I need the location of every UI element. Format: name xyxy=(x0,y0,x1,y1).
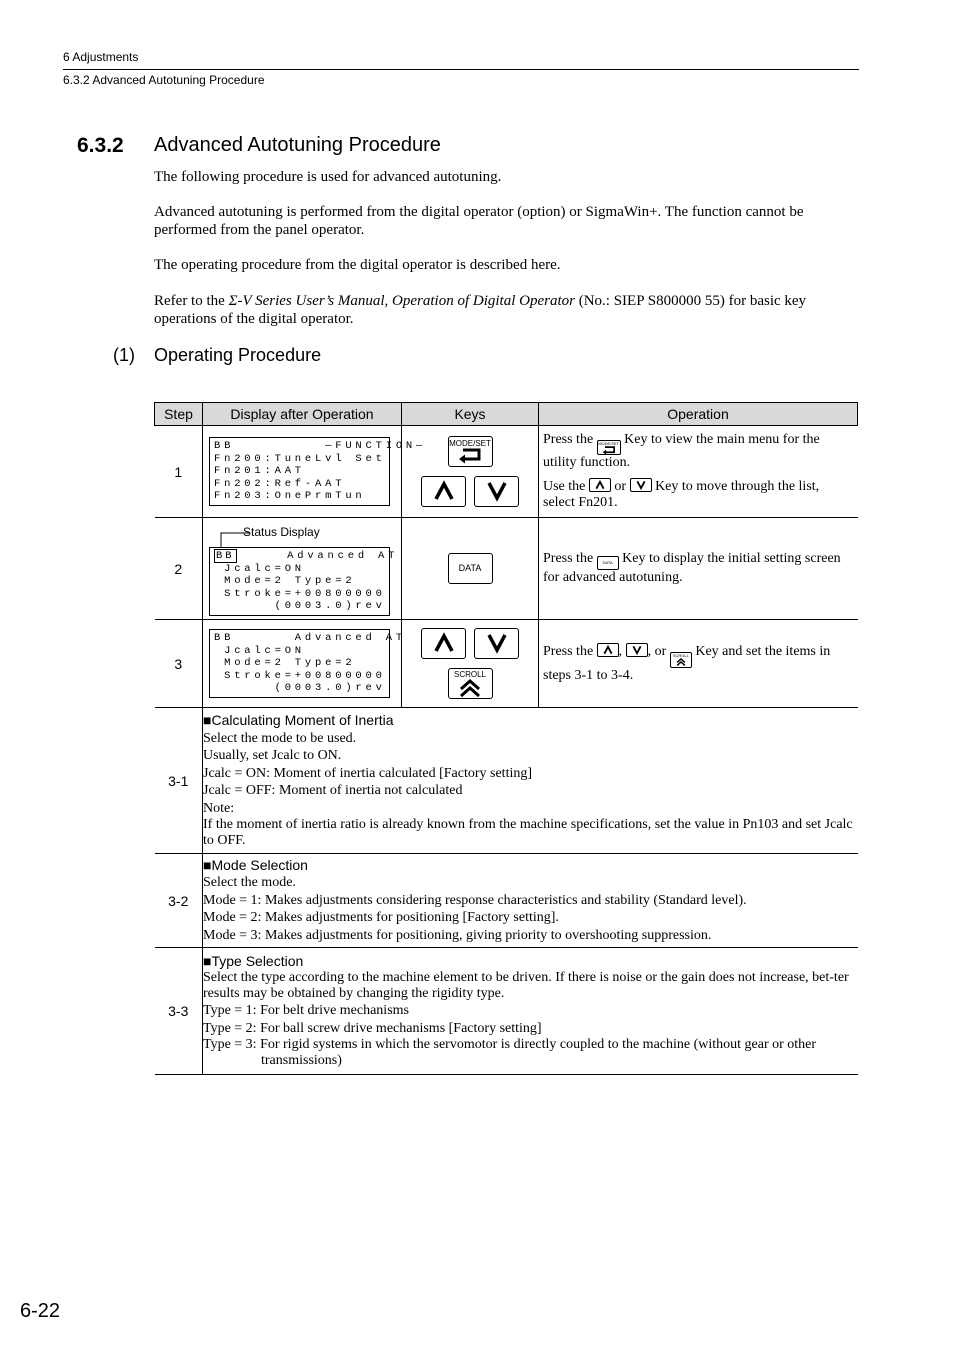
up-key-icon xyxy=(589,478,611,492)
up-key-icon xyxy=(597,643,619,657)
lcd-line: Mode=2 Type=2 xyxy=(214,575,356,588)
scroll-icon-label: SCROLL xyxy=(672,653,689,658)
note-title: ■Mode Selection xyxy=(203,856,308,873)
header-operation: Operation xyxy=(539,403,858,426)
down-arrow-icon xyxy=(486,477,508,504)
note-cell xyxy=(203,708,858,854)
lcd-line: BB —FUNCTION— xyxy=(214,440,427,453)
header-keys: Keys xyxy=(402,403,539,426)
note-line: Usually, set Jcalc to ON. xyxy=(203,748,342,763)
lcd-display xyxy=(209,629,406,698)
reference-pre: Refer to the xyxy=(154,293,229,309)
reference-post: (No.: SIEP S800000 55) for basic key operations of the digital operator. xyxy=(154,293,807,327)
mode-set-key[interactable] xyxy=(448,436,493,467)
up-key[interactable] xyxy=(421,476,466,507)
step-number: 3-2 xyxy=(155,854,203,948)
manual-title: Σ-V Series User’s Manual, Operation of Digital Operator xyxy=(228,293,575,309)
paragraph-intro: The following procedure is used for advanced autotuning. xyxy=(154,169,502,185)
up-arrow-icon xyxy=(433,629,455,656)
data-key[interactable]: DATA xyxy=(448,553,493,584)
paragraph-digital-operator: The operating procedure from the digital operator is described here. xyxy=(154,257,561,273)
section-title: Advanced Autotuning Procedure xyxy=(154,134,441,156)
step-number: 3 xyxy=(155,620,203,708)
note-line: Note: xyxy=(203,800,235,816)
procedure-table xyxy=(154,402,858,1075)
note-line: If the moment of inertia ratio is already known from the machine specifications, set the value in Pn103 and set Jcalc to OFF. xyxy=(203,817,853,848)
step-number: 3-3 xyxy=(155,948,203,1075)
note-cell xyxy=(203,854,858,948)
down-key[interactable] xyxy=(474,476,519,507)
running-header-chapter: 6 Adjustments xyxy=(63,50,139,64)
note-line: Select the type according to the machine element to be driven. If there is noise or the gain does not increase, bet-ter results may be obtained by changing the rigidity type. xyxy=(203,970,849,1002)
lcd-line: Stroke=+00800000 xyxy=(214,587,386,600)
paragraph-reference xyxy=(154,293,859,328)
enter-arrow-icon xyxy=(457,448,483,462)
down-key-icon xyxy=(630,478,652,492)
mode-set-key-label: MODE/SET xyxy=(449,439,491,448)
note-line: Type = 3: For rigid systems in which the servomotor is directly coupled to the machine (without gear or other transmissions) xyxy=(203,1037,817,1069)
operation-fragment: , xyxy=(618,644,626,659)
note-title: ■Type Selection xyxy=(203,952,304,969)
subsection-number: (1) xyxy=(113,345,135,365)
note-cell xyxy=(203,948,858,1075)
display-cell xyxy=(203,620,406,708)
lcd-line-rest: Advanced AT xyxy=(236,550,399,563)
note-line: Type = 1: For belt drive mechanisms xyxy=(203,1003,409,1019)
operation-fragment: Press the xyxy=(543,644,597,659)
up-arrow-icon xyxy=(595,480,605,490)
note-line: Select the mode to be used. xyxy=(203,730,357,746)
scroll-key-icon xyxy=(670,652,692,668)
keys-cell xyxy=(402,620,539,708)
operation-text xyxy=(543,478,852,511)
table-header-row xyxy=(155,403,858,426)
down-arrow-icon xyxy=(632,645,642,655)
lcd-line: (0003.0)rev xyxy=(214,600,386,613)
operation-cell xyxy=(539,426,858,518)
header-rule xyxy=(63,69,859,70)
lcd-line: Jcalc=ON xyxy=(214,644,305,657)
note-line: Mode = 2: Makes adjustments for positioning [Factory setting]. xyxy=(203,910,559,926)
operation-text xyxy=(543,551,852,586)
note-line: Mode = 1: Makes adjustments considering response characteristics and stability (Standard level). xyxy=(203,892,747,908)
keys-cell xyxy=(402,518,539,620)
scroll-key-label: SCROLL xyxy=(453,670,486,679)
status-display-label: Status Display xyxy=(243,525,320,540)
step-number: 3-1 xyxy=(155,708,203,854)
operation-fragment: Key to display the initial setting screen for advanced autotuning. xyxy=(543,551,841,585)
operation-fragment: , or xyxy=(647,644,670,659)
table-row xyxy=(155,518,858,620)
section-number: 6.3.2 xyxy=(77,134,124,157)
double-up-arrow-icon xyxy=(675,658,687,666)
mode-set-icon-label: MODE/SET xyxy=(598,441,620,446)
table-row xyxy=(155,854,858,948)
operation-fragment: Key to view the main menu for the utility function. xyxy=(543,432,820,470)
lcd-display xyxy=(209,437,427,506)
lcd-line: (0003.0)rev xyxy=(214,682,386,695)
data-key-icon: DATA xyxy=(597,556,619,570)
up-arrow-icon xyxy=(603,645,613,655)
status-display-callout xyxy=(209,525,391,547)
table-row xyxy=(155,948,858,1075)
operation-fragment: Use the xyxy=(543,479,589,494)
lcd-line: Fn200:TuneLvl Set xyxy=(214,452,386,465)
note-line: Type = 2: For ball screw drive mechanisms [Factory setting] xyxy=(203,1020,542,1036)
paragraph-operators: Advanced autotuning is performed from the digital operator (option) or SigmaWin+. The function cannot be performed from the panel operator. xyxy=(154,204,804,238)
down-arrow-icon xyxy=(486,629,508,656)
operation-fragment: Key to move through the list, select Fn201. xyxy=(543,479,820,510)
display-cell xyxy=(203,518,402,620)
note-line: Mode = 3: Makes adjustments for positioning, giving priority to overshooting suppression. xyxy=(203,927,712,943)
down-arrow-icon xyxy=(636,480,646,490)
down-key-icon xyxy=(626,643,648,657)
lcd-line: BB Advanced AT xyxy=(214,632,406,645)
operation-cell xyxy=(539,518,858,620)
down-key[interactable] xyxy=(474,628,519,659)
note-line: Select the mode. xyxy=(203,875,296,891)
double-up-arrow-icon xyxy=(456,679,484,697)
up-key[interactable] xyxy=(421,628,466,659)
running-header-section: 6.3.2 Advanced Autotuning Procedure xyxy=(63,73,265,87)
enter-arrow-icon xyxy=(601,446,617,454)
step-number: 2 xyxy=(155,518,203,620)
note-title: ■Calculating Moment of Inertia xyxy=(203,712,394,728)
header-display: Display after Operation xyxy=(203,403,402,426)
operation-fragment: Key and set the items in steps 3-1 to 3-4. xyxy=(543,644,831,683)
note-line: Jcalc = ON: Moment of inertia calculated [Factory setting] xyxy=(203,765,533,781)
operation-fragment: Press the xyxy=(543,551,597,566)
lcd-line: Mode=2 Type=2 xyxy=(214,657,356,670)
operation-text xyxy=(543,432,852,471)
mode-set-key-icon xyxy=(597,440,621,455)
subsection-title: Operating Procedure xyxy=(154,345,322,365)
header-step: Step xyxy=(155,403,203,426)
lcd-line: Fn202:Ref-AAT xyxy=(214,477,346,490)
step-number: 1 xyxy=(155,426,203,518)
lcd-line: Fn203:OnePrmTun xyxy=(214,490,366,503)
status-display-bb: BB xyxy=(216,550,235,563)
table-row xyxy=(155,426,858,518)
page-number: 6-22 xyxy=(20,1300,61,1322)
lcd-line xyxy=(214,550,399,563)
note-line: Jcalc = OFF: Moment of inertia not calculated xyxy=(203,783,463,798)
table-row xyxy=(155,708,858,854)
lcd-line: Stroke=+00800000 xyxy=(214,669,386,682)
scroll-key[interactable] xyxy=(448,668,493,699)
table-row xyxy=(155,620,858,708)
display-cell xyxy=(203,426,427,518)
lcd-line: Fn201:AAT xyxy=(214,465,305,478)
operation-fragment: Press the xyxy=(543,432,597,447)
up-arrow-icon xyxy=(433,477,455,504)
lcd-display xyxy=(209,547,399,616)
lcd-line: Jcalc=ON xyxy=(214,562,305,575)
operation-text xyxy=(543,643,852,684)
operation-cell xyxy=(539,620,858,708)
operation-fragment: or xyxy=(610,479,630,494)
